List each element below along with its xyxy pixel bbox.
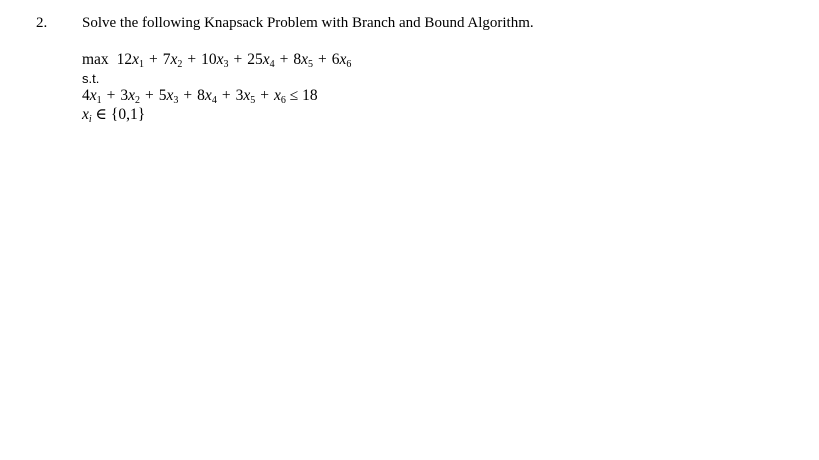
constraint-variable: x — [166, 87, 174, 104]
objective-subscript: 6 — [346, 59, 352, 70]
constraint-term — [120, 87, 140, 104]
plus-sign: + — [318, 51, 327, 68]
question-number: 2. — [36, 15, 48, 31]
plus-sign: + — [187, 51, 197, 68]
objective-coefficient: 10 — [201, 51, 217, 68]
objective-coefficient: 6 — [331, 51, 340, 68]
constraint-coefficient: 3 — [235, 87, 244, 104]
plus-sign: + — [233, 51, 243, 68]
plus-sign: + — [221, 87, 231, 104]
subject-to-label: s.t. — [82, 71, 100, 86]
constraint-term — [82, 87, 102, 104]
objective-subscript: 4 — [269, 59, 275, 70]
objective-coefficient: 25 — [247, 51, 263, 68]
objective-coefficient: 12 — [116, 51, 133, 68]
objective-subscript: 1 — [138, 59, 144, 70]
objective-variable: x — [132, 51, 139, 68]
constraint-coefficient: 3 — [120, 87, 129, 104]
objective-term — [247, 51, 274, 68]
constraint-subscript: 2 — [135, 95, 141, 106]
objective-variable: x — [301, 51, 309, 68]
objective-keyword: max — [82, 51, 109, 68]
domain-set: {0,1} — [110, 106, 146, 123]
plus-sign: + — [148, 51, 158, 68]
binary-domain — [82, 105, 145, 124]
constraint-relation: ≤ — [289, 87, 299, 104]
constraint-term — [274, 87, 286, 104]
objective-variable: x — [216, 51, 224, 68]
constraint-rhs: 18 — [302, 87, 318, 104]
plus-sign: + — [279, 51, 289, 68]
domain-subscript: i — [88, 114, 92, 125]
objective-term — [117, 51, 144, 68]
objective-term — [293, 51, 313, 68]
objective-term — [332, 51, 352, 68]
constraint-term — [236, 87, 256, 104]
objective-variable: x — [262, 51, 270, 68]
constraint-terms — [82, 87, 286, 104]
objective-subscript: 3 — [223, 59, 229, 70]
plus-sign: + — [145, 87, 154, 104]
constraint-coefficient: 4 — [82, 87, 90, 104]
objective-term — [201, 51, 228, 68]
domain-variable: x — [82, 106, 89, 123]
objective-coefficient: 8 — [293, 51, 302, 68]
constraint-subscript: 6 — [280, 95, 286, 106]
domain-relation: ∈ — [95, 106, 108, 123]
plus-sign: + — [183, 87, 193, 104]
objective-variable: x — [339, 51, 347, 68]
objective-subscript: 5 — [308, 59, 314, 70]
objective-term — [163, 51, 183, 68]
constraint-term — [197, 87, 217, 104]
constraint-subscript: 1 — [96, 95, 102, 106]
constraint-variable: x — [89, 87, 97, 104]
constraint-subscript: 4 — [211, 95, 217, 106]
objective-terms — [117, 51, 352, 68]
constraint-coefficient: 5 — [158, 87, 167, 104]
objective-coefficient: 7 — [162, 51, 171, 68]
objective-function — [82, 51, 351, 69]
constraint-variable: x — [273, 87, 281, 104]
question-prompt: Solve the following Knapsack Problem with Branch and Bound Algorithm. — [82, 15, 534, 31]
plus-sign: + — [260, 87, 269, 104]
constraint-subscript: 3 — [173, 95, 179, 106]
constraint-variable: x — [128, 87, 136, 104]
objective-subscript: 2 — [177, 59, 183, 70]
constraint-variable: x — [204, 87, 212, 104]
knapsack-constraint — [82, 87, 318, 105]
plus-sign: + — [106, 87, 116, 104]
constraint-subscript: 5 — [250, 95, 256, 106]
constraint-coefficient: 8 — [197, 87, 205, 104]
objective-variable: x — [170, 51, 178, 68]
constraint-variable: x — [243, 87, 251, 104]
constraint-term — [159, 87, 179, 104]
